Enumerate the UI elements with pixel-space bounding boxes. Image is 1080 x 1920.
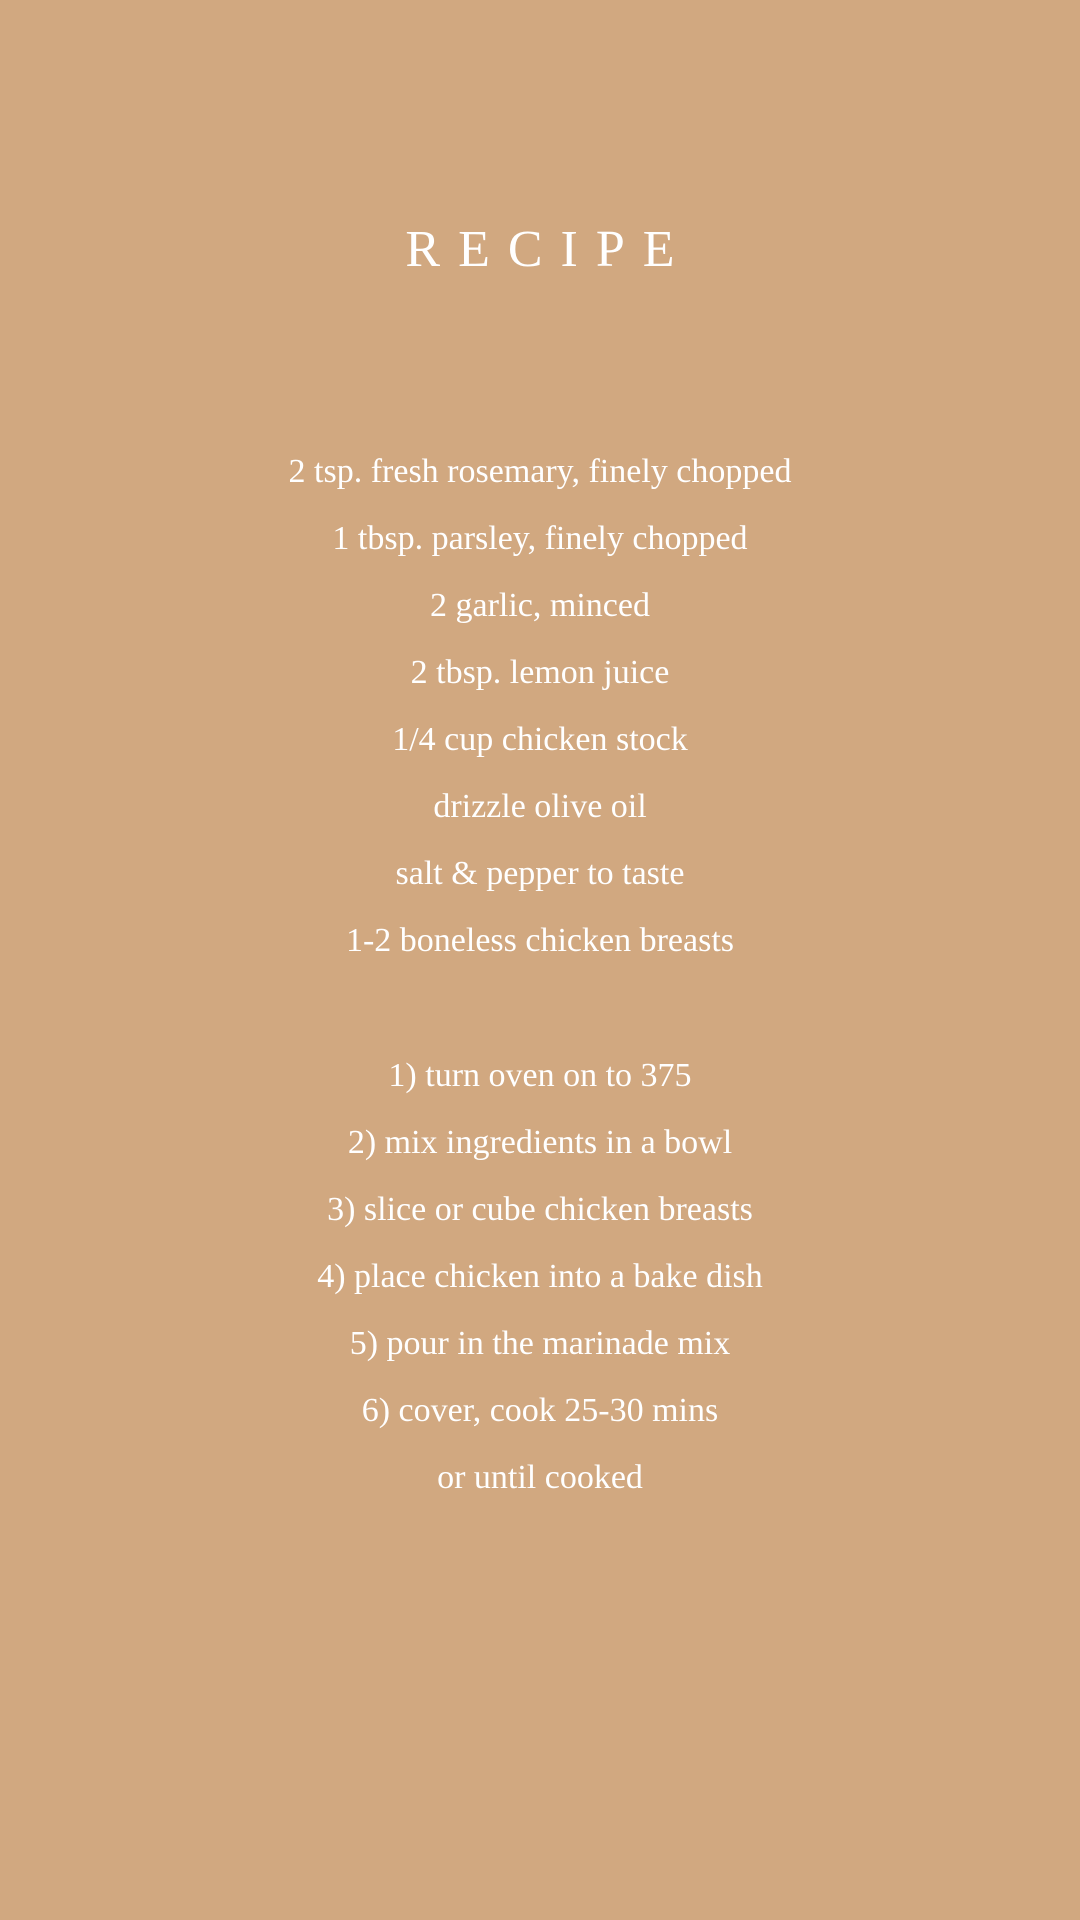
- step-item: or until cooked: [437, 1459, 643, 1496]
- ingredient-item: 1-2 boneless chicken breasts: [345, 922, 735, 959]
- ingredient-item: 2 garlic, minced: [430, 587, 650, 624]
- ingredient-item: drizzle olive oil: [433, 788, 647, 825]
- ingredient-item: 2 tsp. fresh rosemary, finely chopped: [288, 453, 792, 490]
- step-item: 4) place chicken into a bake dish: [317, 1258, 763, 1295]
- steps-list: [0, 1042, 1080, 1511]
- step-item: 5) pour in the marinade mix: [349, 1325, 731, 1362]
- ingredients-list: [0, 438, 1080, 974]
- ingredient-item: 2 tbsp. lemon juice: [410, 654, 670, 691]
- step-item: 2) mix ingredients in a bowl: [347, 1124, 733, 1161]
- ingredient-item: 1/4 cup chicken stock: [392, 721, 688, 758]
- recipe-title: RECIPE: [405, 221, 693, 278]
- ingredient-item: 1 tbsp. parsley, finely chopped: [332, 520, 748, 557]
- step-item: 3) slice or cube chicken breasts: [327, 1191, 753, 1228]
- step-item: 1) turn oven on to 375: [388, 1057, 692, 1094]
- ingredient-item: salt & pepper to taste: [395, 855, 685, 892]
- step-item: 6) cover, cook 25-30 mins: [361, 1392, 719, 1429]
